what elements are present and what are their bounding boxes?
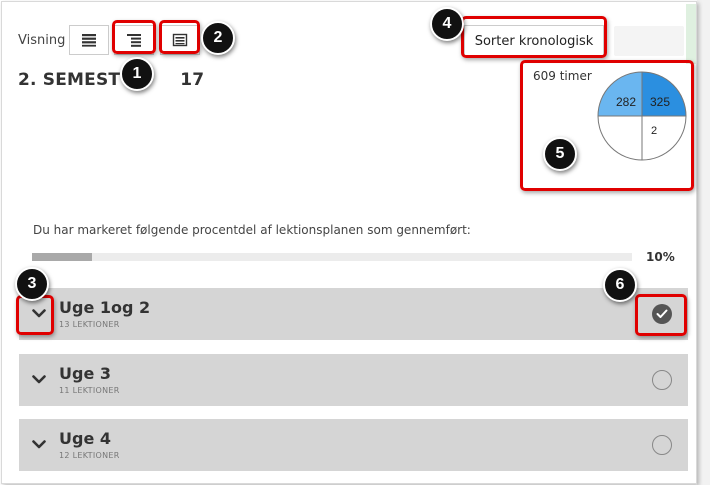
annotation-badge-2: 2 [201, 21, 235, 55]
week-lesson-count: 13 LEKTIONER [59, 320, 120, 329]
semester-title-start: 2. SEMEST [18, 70, 121, 90]
progress-fill [32, 253, 92, 261]
week-title: Uge 1og 2 [59, 298, 151, 317]
semester-title [18, 70, 204, 90]
blurred-button[interactable] [614, 26, 684, 56]
list-icon [81, 33, 97, 47]
annotation-badge-1: 1 [120, 57, 154, 91]
week-title: Uge 4 [59, 429, 111, 448]
pie-value-bottom-right: 2 [650, 125, 658, 137]
empty-circle-icon[interactable] [652, 435, 672, 455]
callout-box-5 [520, 60, 694, 191]
pie-value-top-right: 325 [649, 95, 671, 109]
sort-chronological-button[interactable]: Sorter kronologisk [464, 25, 604, 57]
green-accent [686, 4, 697, 64]
callout-box-6 [635, 294, 687, 336]
empty-circle-icon[interactable] [652, 370, 672, 390]
annotation-badge-5: 5 [543, 137, 577, 171]
progress-label: Du har markeret følgende procentdel af lektionsplanen som gennemført: [33, 223, 471, 237]
progress-percent: 10% [646, 250, 675, 264]
progress-bar [32, 253, 632, 261]
callout-box-1 [112, 20, 156, 54]
week-lesson-count: 12 LEKTIONER [59, 451, 120, 460]
view-list-button[interactable] [69, 25, 109, 55]
week-title: Uge 3 [59, 364, 111, 383]
view-label: Visning [18, 33, 66, 48]
total-hours-label: 609 timer [533, 69, 592, 83]
annotation-badge-3: 3 [15, 267, 49, 301]
week-row[interactable] [19, 288, 688, 340]
callout-box-3 [16, 295, 54, 335]
window-edge [697, 0, 710, 485]
week-row[interactable] [19, 419, 688, 471]
annotation-badge-4: 4 [430, 7, 464, 41]
semester-title-end: 17 [180, 70, 205, 90]
callout-box-2 [159, 20, 200, 54]
chevron-down-icon[interactable] [29, 369, 49, 389]
pie-value-top-left: 282 [615, 95, 637, 109]
week-row[interactable] [19, 354, 688, 406]
annotation-badge-6: 6 [603, 268, 637, 302]
week-lesson-count: 11 LEKTIONER [59, 386, 120, 395]
callout-box-4 [461, 16, 607, 58]
chevron-down-icon[interactable] [29, 434, 49, 454]
